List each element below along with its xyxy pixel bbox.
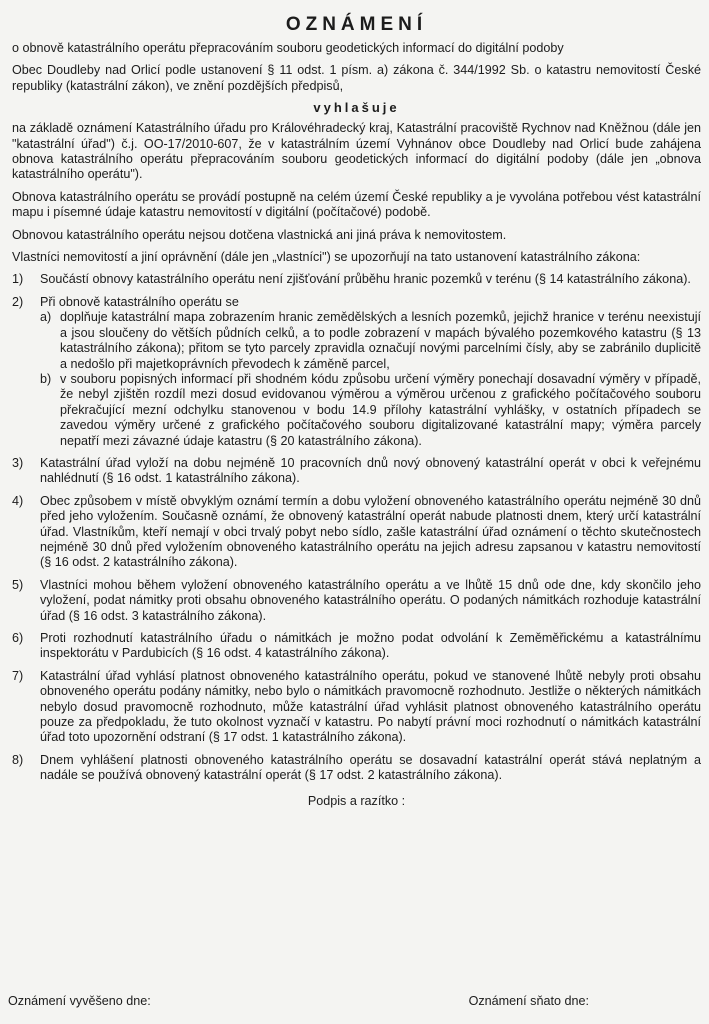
item-text: Katastrální úřad vyloží na dobu nejméně 10 pracovních dnů nový obnovený katastrální operát v obci k veřejnému nahlédnutí (§ 16 odst. 1 katastrálního zákona). bbox=[40, 455, 701, 486]
paragraph: Obnova katastrálního operátu se provádí postupně na celém území České republiky a je vyvolána potřebou vést katastrální mapu i písemné údaje katastru nemovitostí v digitální (počítačové) podobě. bbox=[12, 189, 701, 220]
list-item bbox=[12, 456, 701, 487]
item-text: Obec způsobem v místě obvyklým oznámí termín a dobu vyložení obnoveného katastrálního operátu nejméně 30 dnů před jeho vyložením. Současně oznámí, že obnovený katastrální operát nabude platnosti dnem, který určí katastrální úřad. Vlastníkům, kteří nemají v obci trvalý pobyt nebo sídlo, zašle katastrální úřad oznámení o těchto skutečnostech nejméně 30 dnů před vyložením obnoveného katastrálního operátu na jejich adresu zapsanou v katastru nemovitostí (§ 16 odst. 2 katastrálního zákona). bbox=[40, 493, 701, 570]
item-number: 3) bbox=[12, 455, 24, 470]
sub-item-letter: b) bbox=[40, 371, 52, 386]
item-number: 4) bbox=[12, 493, 24, 508]
list-item bbox=[12, 631, 701, 662]
item-text: Při obnově katastrálního operátu se bbox=[40, 294, 239, 309]
removed-date-label: Oznámení sňato dne: bbox=[468, 994, 589, 1008]
item-number: 5) bbox=[12, 577, 24, 592]
list-item bbox=[12, 578, 701, 624]
item-text: Dnem vyhlášení platnosti obnoveného katastrálního operátu se dosavadní katastrální operát stává neplatným a nadále se používá obnovený katastrální operát (§ 17 odst. 2 katastrálního zákona). bbox=[40, 752, 701, 783]
list-item bbox=[12, 494, 701, 571]
provisions-list bbox=[12, 272, 701, 783]
list-item bbox=[12, 669, 701, 746]
sub-list-item bbox=[40, 372, 701, 449]
paragraph: Obnovou katastrálního operátu nejsou dotčena vlastnická ani jiná práva k nemovitostem. bbox=[12, 227, 507, 242]
item-text: Proti rozhodnutí katastrálního úřadu o námitkách je možno podat odvolání k Zeměměřickému a katastrálnímu inspektorátu v Pardubicích (§ 16 odst. 4 katastrálního zákona). bbox=[40, 631, 701, 661]
list-item bbox=[12, 753, 701, 784]
item-text: Katastrální úřad vyhlásí platnost obnoveného katastrálního operátu, pokud ve stanovené lhůtě nebyly proti obsahu obnoveného operátu podány námitky, nebo bylo o námitkách pravomocně rozhodnuto. Jestliže o některých námitkách nebylo dosud pravomocně rozhodnuto, může katastrální úřad vyhlásit platnost obnoveného katastrálního operátu pouze za předpokladu, že tuto okolnost vyznačí v katastru. Po nabytí právní moci rozhodnutí o námitkách katastrální úřad toto upozornění odstraní (§ 17 odst. 1 katastrálního zákona). bbox=[40, 668, 701, 745]
signature-label: Podpis a razítko : bbox=[307, 793, 406, 808]
sub-item-text: doplňuje katastrální mapa zobrazením hranic zemědělských a lesních pozemků, jejichž hranice v terénu neexistují a jsou sloučeny do větších půdních celků, a to podle zobrazení v mapách bývalého pozemkového katastru (§ 13 katastrálního zákona); přitom se tyto parcely zpravidla označují novými parcelními čísly, aby se zabránilo duplicitě a nedošlo při majetkoprávních převodech k záměně parcel, bbox=[60, 310, 701, 371]
paragraph: Vlastníci nemovitostí a jiní oprávnění (dále jen „vlastníci") se upozorňují na tato ustanovení katastrálního zákona: bbox=[12, 250, 641, 265]
intro-paragraph: Obec Doudleby nad Orlicí podle ustanovení § 11 odst. 1 písm. a) zákona č. 344/1992 Sb. o katastru nemovitostí České republiky (katastrální zákon), ve znění pozdějších předpisů, bbox=[12, 63, 701, 93]
document-subtitle: o obnově katastrálního operátu přepracováním souboru geodetických informací do digitální podoby bbox=[12, 41, 564, 55]
sub-item-letter: a) bbox=[40, 310, 52, 325]
item-number: 8) bbox=[12, 752, 24, 767]
posted-date-label: Oznámení vyvěšeno dne: bbox=[8, 994, 151, 1008]
list-item bbox=[12, 295, 701, 449]
sub-item-text: v souboru popisných informací při shodném kódu způsobu určení výměry ponechají dosavadní výměry v případě, že nebyl zjištěn rozdíl mezi dosud evidovanou výměrou a výměrou určenou z grafického počítačového souboru překračující mezní odchylku stanovenou v bodu 14.9 přílohy katastrální vyhlášky, v ostatních případech se zavedou výměry určené z grafického počítačového souboru digitalizované katastrální mapy; výměra parcely nepatří mezi závazné údaje katastru (§ 20 katastrálního zákona). bbox=[60, 371, 701, 448]
sub-list bbox=[40, 310, 701, 449]
item-number: 1) bbox=[12, 272, 24, 287]
sub-list-item bbox=[40, 310, 701, 372]
item-text: Vlastníci mohou během vyložení obnoveného katastrálního operátu a ve lhůtě 15 dnů ode dne, kdy skončilo jeho vyložení, podat námitky proti obsahu obnoveného katastrálního operátu. O podaných námitkách rozhoduje katastrální úřad (§ 16 odst. 3 katastrálního zákona). bbox=[40, 577, 701, 623]
document-title: OZNÁMENÍ bbox=[285, 14, 428, 35]
footer bbox=[8, 994, 589, 1008]
item-text: Součástí obnovy katastrálního operátu není zjišťování průběhu hranic pozemků v terénu (§ 14 katastrálního zákona). bbox=[40, 272, 691, 287]
declares-heading: vyhlašuje bbox=[313, 100, 400, 116]
item-number: 2) bbox=[12, 294, 24, 309]
item-number: 6) bbox=[12, 631, 24, 645]
paragraph: na základě oznámení Katastrálního úřadu pro Královéhradecký kraj, Katastrální pracoviště Rychnov nad Kněžnou (dále jen "katastrální úřad") č.j. OO-17/2010-607, že v katastrálním území Vyhnánov obce Doudleby nad Orlicí bude zahájena obnova katastrálního operátu přepracováním souboru geodetických informací do digitální podoby (dále jen „obnova katastrálního operátu"). bbox=[12, 121, 701, 182]
list-item bbox=[12, 272, 701, 287]
item-number: 7) bbox=[12, 668, 24, 683]
